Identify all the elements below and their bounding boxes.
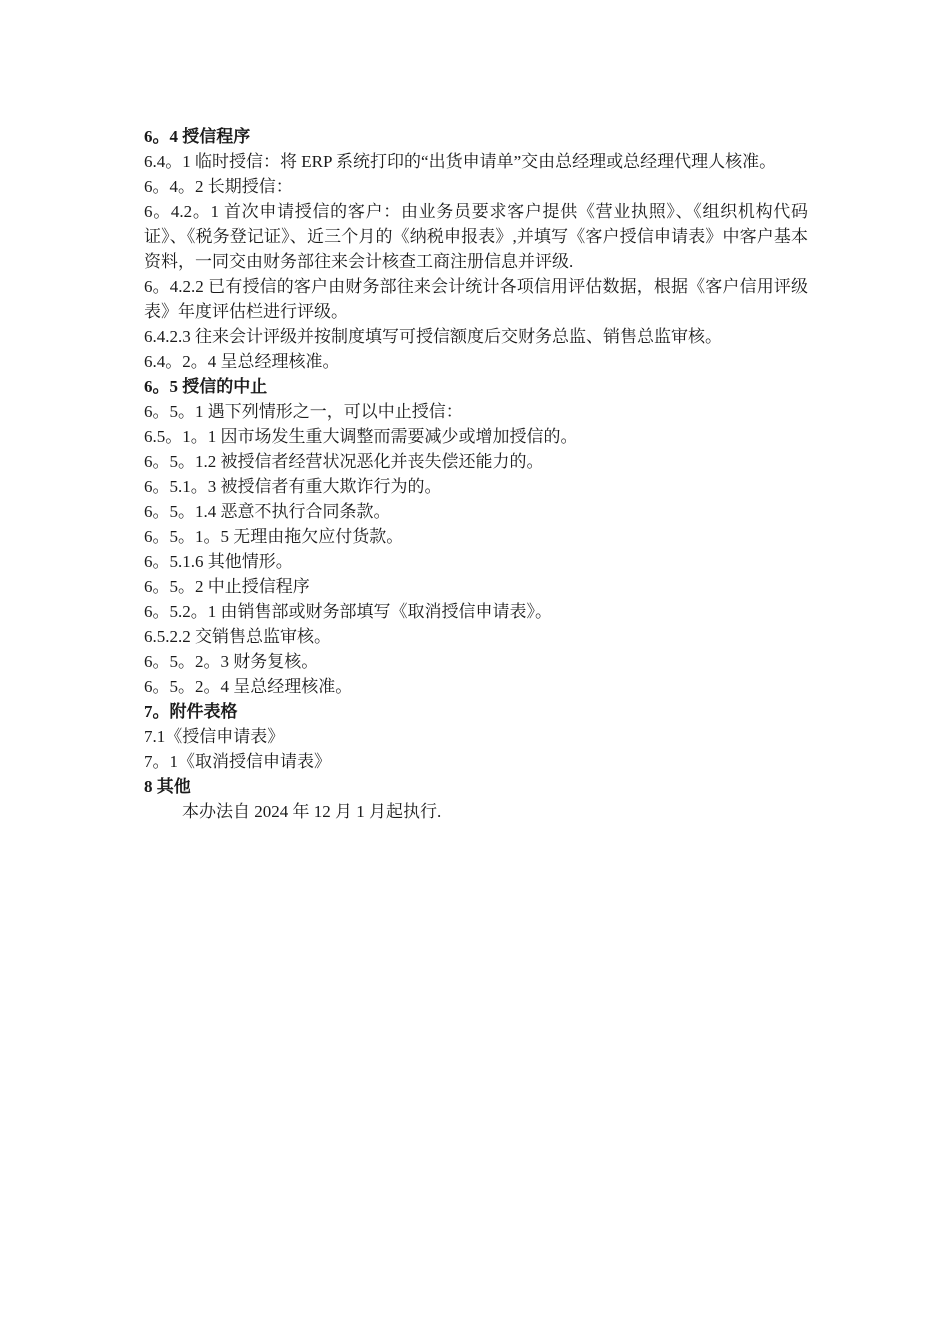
- section-heading-6-4: 6。4 授信程序: [144, 127, 251, 146]
- paragraph-7-1: 7.1《授信申请表》: [144, 727, 285, 746]
- paragraph-6-4-2-1: 6。4.2。1 首次申请授信的客户：由业务员要求客户提供《营业执照》、《组织机构代码证》、《税务登记证》、近三个月的《纳税申报表》,并填写《客户授信申请表》中客户基本资料，一同交由财务部往来会计核查工商注册信息并评级.: [144, 202, 808, 271]
- paragraph-6-5-2-1: 6。5.2。1 由销售部或财务部填写《取消授信申请表》。: [144, 602, 552, 621]
- paragraph-6-4-2-4: 6.4。2。4 呈总经理核准。: [144, 352, 340, 371]
- paragraph-6-5-1-3: 6。5.1。3 被授信者有重大欺诈行为的。: [144, 477, 442, 496]
- document-body: [144, 124, 808, 824]
- section-heading-6-5: 6。5 授信的中止: [144, 377, 268, 396]
- effective-date-paragraph: 本办法自 2024 年 12 月 1 月起执行.: [182, 802, 442, 821]
- paragraph-6-4-2: 6。4。2 长期授信：: [144, 177, 293, 196]
- paragraph-6-5-1-4: 6。5。1.4 恶意不执行合同条款。: [144, 502, 391, 521]
- paragraph-6-5-1-2: 6。5。1.2 被授信者经营状况恶化并丧失偿还能力的。: [144, 452, 544, 471]
- paragraph-6-5-1-6: 6。5.1.6 其他情形。: [144, 552, 293, 571]
- paragraph-6-4-2-3: 6.4.2.3 往来会计评级并按制度填写可授信额度后交财务总监、销售总监审核。: [144, 327, 722, 346]
- paragraph-6-5-2-4: 6。5。2。4 呈总经理核准。: [144, 677, 353, 696]
- paragraph-6-5-2: 6。5。2 中止授信程序: [144, 577, 310, 596]
- paragraph-7-1-b: 7。1《取消授信申请表》: [144, 752, 331, 771]
- paragraph-6-5-1-1: 6.5。1。1 因市场发生重大调整而需要减少或增加授信的。: [144, 427, 578, 446]
- paragraph-6-4-1: 6.4。1 临时授信：将 ERP 系统打印的“出货申请单”交由总经理或总经理代理人核准。: [144, 152, 777, 171]
- paragraph-6-5-1-5: 6。5。1。5 无理由拖欠应付货款。: [144, 527, 404, 546]
- paragraph-6-5-2-3: 6。5。2。3 财务复核。: [144, 652, 319, 671]
- paragraph-6-4-2-2: 6。4.2.2 已有授信的客户由财务部往来会计统计各项信用评估数据，根据《客户信用评级表》年度评估栏进行评级。: [144, 277, 808, 321]
- section-heading-7: 7。附件表格: [144, 702, 238, 721]
- section-heading-8: 8 其他: [144, 777, 191, 796]
- paragraph-6-5-2-2: 6.5.2.2 交销售总监审核。: [144, 627, 331, 646]
- paragraph-6-5-1: 6。5。1 遇下列情形之一，可以中止授信：: [144, 402, 463, 421]
